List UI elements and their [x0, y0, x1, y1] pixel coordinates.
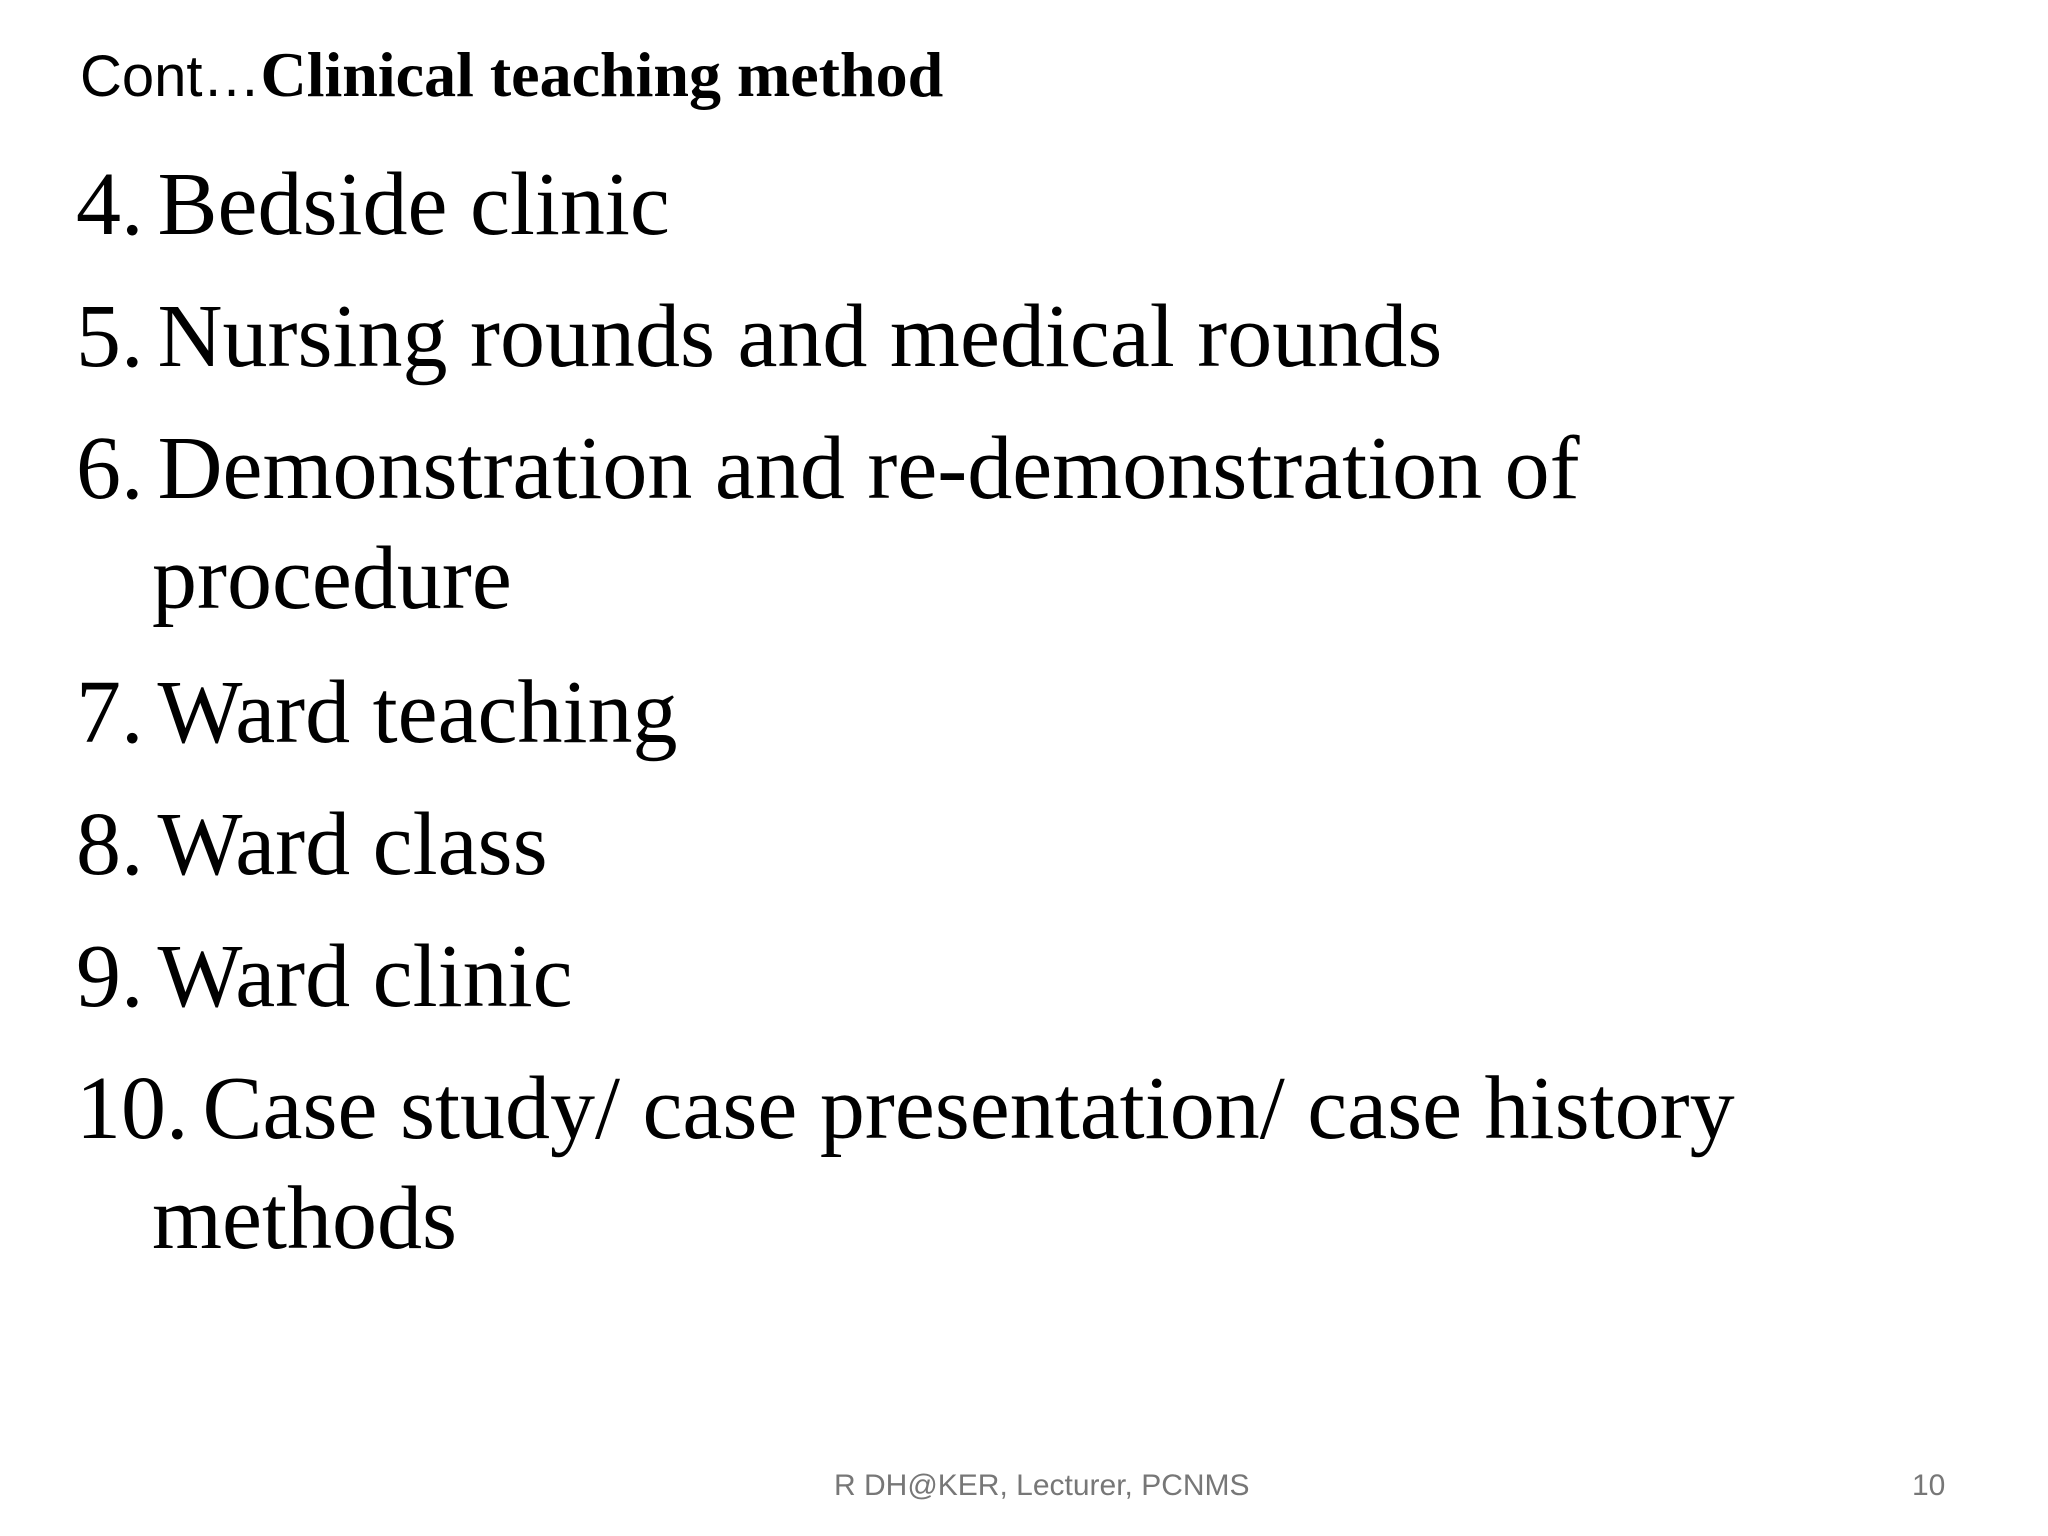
title-prefix: Cont… — [80, 44, 261, 109]
list-item-text: Ward teaching — [157, 663, 678, 762]
list-item-number: 6. — [76, 419, 144, 518]
list-item-number: 7. — [76, 663, 144, 762]
list-item — [76, 414, 1580, 634]
list-item-text: Nursing rounds and medical rounds — [157, 287, 1443, 386]
list-item — [76, 1054, 1735, 1274]
list-item-number: 5. — [76, 287, 144, 386]
list-item-text: Case study/ case presentation/ case history — [202, 1059, 1735, 1158]
list-item-continuation: procedure — [152, 529, 512, 628]
page-number: 10 — [1912, 1469, 1946, 1502]
list-item — [76, 790, 548, 900]
list-item — [76, 282, 1442, 392]
list-item-text: Bedside clinic — [157, 155, 670, 254]
list-item — [76, 922, 573, 1032]
list-item-continuation: methods — [152, 1169, 457, 1268]
list-item-number: 10. — [76, 1059, 189, 1158]
list-item — [76, 658, 678, 768]
slide-title — [80, 30, 943, 120]
list-item-text: Ward class — [157, 795, 548, 894]
list-item-number: 9. — [76, 927, 144, 1026]
list-item-text: Ward clinic — [157, 927, 573, 1026]
footer-author: R DH@KER, Lecturer, PCNMS — [834, 1469, 1250, 1502]
title-main: Clinical teaching method — [260, 39, 944, 110]
list-item — [76, 150, 670, 260]
list-item-number: 4. — [76, 155, 144, 254]
list-item-text: Demonstration and re-demonstration of — [157, 419, 1580, 518]
list-item-number: 8. — [76, 795, 144, 894]
